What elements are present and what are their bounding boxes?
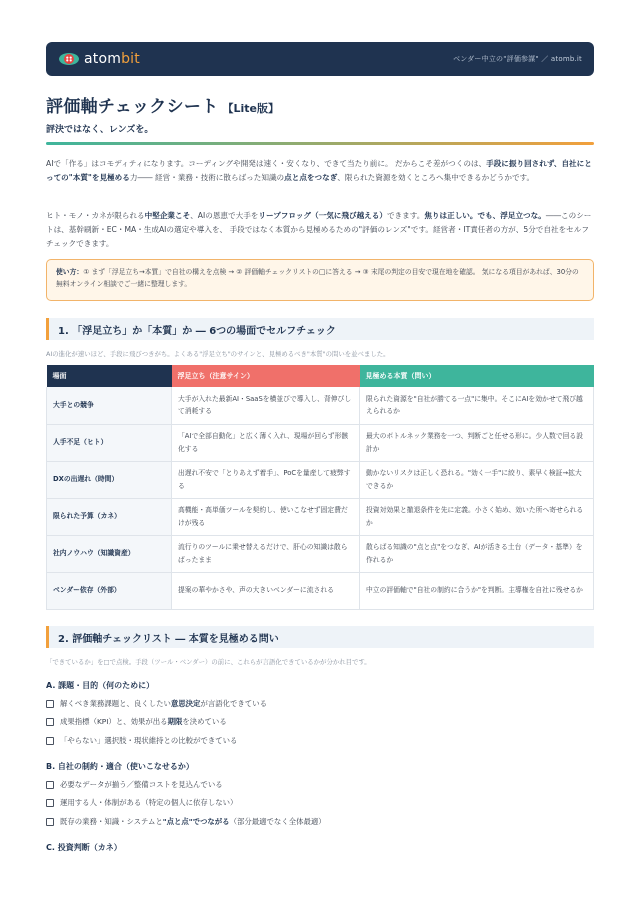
section-1-title: 1. 「浮足立ち」か「本質」か ― 6つの場面でセルフチェック — [46, 318, 594, 340]
checklist-item[interactable] — [46, 816, 326, 827]
table-row — [47, 572, 594, 609]
title-divider — [46, 142, 594, 145]
how-to-label: 使い方： — [56, 268, 84, 276]
checkbox[interactable] — [46, 718, 54, 726]
warning-sign-cell: 大手が入れた最新AI・SaaSを横並びで導入し、背伸びして消耗する — [172, 387, 360, 424]
scene-cell: 大手との競争 — [47, 387, 172, 424]
scene-cell: 限られた予算（カネ） — [47, 498, 172, 535]
warning-sign-cell: 出遅れ不安で「とりあえず着手」、PoCを量産して疲弊する — [172, 461, 360, 498]
page-title — [46, 92, 594, 117]
essence-question-cell: 中立の評価軸で"自社の制約に合うか"を判断。主導権を自社に残せるか — [360, 572, 594, 609]
checklist-group-c-title: C. 投資判断（カネ） — [46, 843, 122, 852]
column-header-scene: 場面 — [47, 365, 172, 387]
table-row — [47, 461, 594, 498]
atombit-logo-icon — [58, 51, 80, 67]
checkbox[interactable] — [46, 799, 54, 807]
how-to-box — [46, 259, 594, 301]
title-main: 評価軸チェックシート — [46, 97, 219, 117]
essence-question-cell: 最大のボトルネック業務を一つ、判断ごと任せる形に。少人数で回る設計か — [360, 424, 594, 461]
checklist-item-label: 運用する人・体制がある（特定の個人に依存しない） — [60, 798, 238, 807]
essence-question-cell: 限られた資源を"自社が勝てる一点"に集中。そこにAIを効かせて飛び越えられるか — [360, 387, 594, 424]
how-to-text: ① まず「浮足立ち→本質」で自社の構えを点検 → ② 評価軸チェックリストの□に答える → ③ 末尾の判定の目安で現在地を確認。 気になる項目があれば、30分の無料オンライン相談でご一緒に整理します。 — [56, 268, 579, 288]
checklist-item[interactable] — [46, 716, 227, 727]
checklist-group-b-title: B. 自社の制約・適合（使いこなせるか） — [46, 762, 194, 771]
title-badge: 【Lite版】 — [222, 102, 279, 115]
checklist-group-a-title: A. 課題・目的（何のために） — [46, 681, 155, 690]
warning-sign-cell: 「AIで全部自動化」と広く薄く入れ、現場が回らず形骸化する — [172, 424, 360, 461]
essence-question-cell: 動かないリスクは正しく恐れる。"効く一手"に絞り、素早く検証→拡大できるか — [360, 461, 594, 498]
section-2-note: 「できているか」を□で点検。手段（ツール・ベンダー）の前に、これらが言語化できているかが分かれ目です。 — [46, 658, 371, 666]
essence-question-cell: 散らばる知識の"点と点"をつなぎ、AIが活きる土台（データ・基準）を作れるか — [360, 535, 594, 572]
warning-sign-cell: 提案の華やかさや、声の大きいベンダーに流される — [172, 572, 360, 609]
logo-text: atombit — [84, 51, 140, 67]
table-row — [47, 424, 594, 461]
checkbox[interactable] — [46, 781, 54, 789]
checklist-item-label: 解くべき業務課題と、良くしたい意思決定が言語化できている — [60, 699, 267, 708]
checklist-item-label: 「やらない」選択肢・現状維持との比較ができている — [60, 736, 238, 745]
checklist-item[interactable] — [46, 698, 267, 709]
checklist-item[interactable] — [46, 797, 237, 808]
warning-sign-cell: 流行りのツールに乗せ替えるだけで、肝心の知識は散らばったまま — [172, 535, 360, 572]
logo — [58, 51, 140, 67]
table-row — [47, 498, 594, 535]
essence-question-cell: 投資対効果と撤退条件を先に定義。小さく始め、効いた所へ寄せられるか — [360, 498, 594, 535]
checklist-item-label: 既存の業務・知識・システムと"点と点"でつながる（部分最適でなく全体最適） — [60, 817, 326, 826]
header-bar — [46, 42, 594, 76]
column-header-essence-question: 見極める本質（問い） — [360, 365, 594, 387]
warning-sign-cell: 高機能・高単価ツールを契約し、使いこなせず固定費だけが残る — [172, 498, 360, 535]
table-header-row — [47, 365, 594, 387]
scene-cell: 社内ノウハウ（知識資産） — [47, 535, 172, 572]
section-1-note: AIの進化が速いほど、手段に飛びつきがち。よくある"浮足立ち"のサインと、見極めるべき"本質"の問いを並べました。 — [46, 350, 390, 358]
checkbox[interactable] — [46, 818, 54, 826]
checkbox[interactable] — [46, 700, 54, 708]
intro-paragraph-1: AIで「作る」はコモディティになります。コーディングや開発は速く・安くなり、できて当たり前に。 だからこそ差がつくのは、手段に振り回されず、自社にとっての"本質"を見極める力―― 経営・業務・技術に散らばった知識の点と点をつなぎ、限られた資源を効くところへ集中できるかどうかです。 — [46, 159, 592, 182]
page-subtitle: 評決ではなく、レンズを。 — [46, 125, 154, 135]
checklist-item[interactable] — [46, 735, 237, 746]
intro-paragraph-2: ヒト・モノ・カネが限られる中堅企業こそ、AIの恩恵で大手をリープフロッグ（一気に飛び越える）できます。焦りは正しい。でも、浮足立つな。――このシートは、基幹刷新・EC・MA・生成AIの選定や導入を、 手段ではなく本質から見極めるための"評価のレンズ"です。経営者・IT責任者の方が、5分で自社をセルフチェックできます。 — [46, 211, 592, 248]
scene-cell: 人手不足（ヒト） — [47, 424, 172, 461]
scene-cell: DXの出遅れ（時間） — [47, 461, 172, 498]
section-2-title: 2. 評価軸チェックリスト ― 本質を見極める問い — [46, 626, 594, 648]
scene-cell: ベンダー依存（外部） — [47, 572, 172, 609]
scene-check-table — [46, 365, 594, 610]
table-row — [47, 387, 594, 424]
column-header-warning-sign: 浮足立ち（注意サイン） — [172, 365, 360, 387]
table-row — [47, 535, 594, 572]
checkbox[interactable] — [46, 737, 54, 745]
checklist-item[interactable] — [46, 779, 223, 790]
checklist-item-label: 成果指標（KPI）と、効果が出る期限を決めている — [60, 717, 227, 726]
header-tagline: ベンダー中立の"評価参謀" ／ atomb.it — [453, 55, 582, 63]
checklist-item-label: 必要なデータが揃う／整備コストを見込んでいる — [60, 780, 223, 789]
